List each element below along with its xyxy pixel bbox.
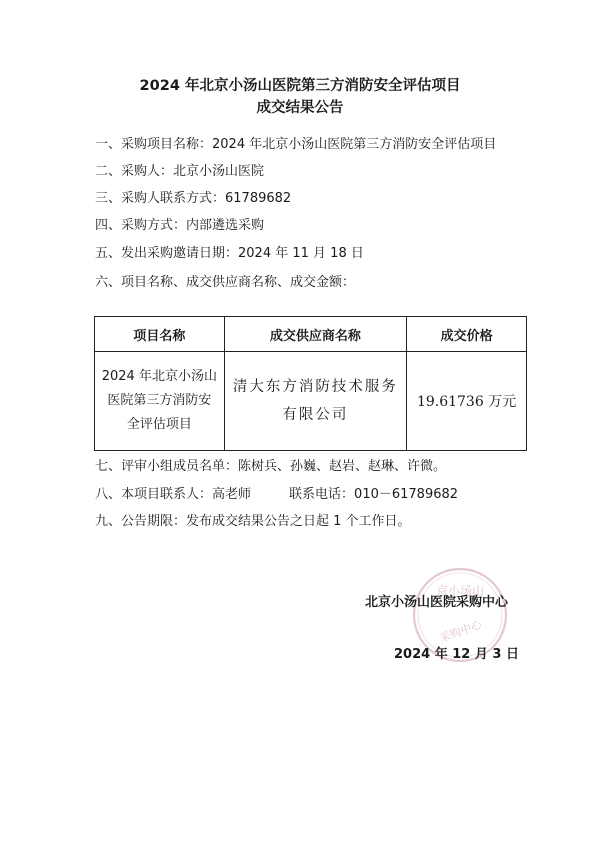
item-value: 内部遴选采购 bbox=[186, 218, 265, 233]
header-price: 成交价格 bbox=[407, 317, 527, 352]
item-value: 61789682 bbox=[225, 191, 292, 206]
item-value: 010－61789682 bbox=[354, 487, 459, 502]
supplier-line: 有限公司 bbox=[282, 407, 349, 423]
project-line: 医院第三方消防安 bbox=[107, 393, 212, 408]
item-label: 九、公告期限： bbox=[95, 514, 187, 529]
result-table bbox=[94, 316, 527, 451]
item-value: 陈树兵、孙巍、赵岩、赵琳、许微。 bbox=[238, 459, 447, 474]
item-label: 二、采购人： bbox=[95, 164, 174, 179]
cell-price: 19.61736 万元 bbox=[407, 352, 527, 451]
project-line: 2024 年北京小汤山 bbox=[101, 369, 217, 384]
supplier-line: 清大东方消防技术服务 bbox=[232, 379, 398, 395]
table-row bbox=[95, 352, 527, 451]
item-label: 七、评审小组成员名单： bbox=[95, 459, 239, 474]
item-project-name bbox=[95, 136, 496, 154]
item-value: 2024 年北京小汤山医院第三方消防安全评估项目 bbox=[212, 137, 497, 152]
document-title-line2: 成交结果公告 bbox=[256, 100, 344, 116]
item-label: 一、采购项目名称： bbox=[95, 137, 213, 152]
item-label: 五、发出采购邀请日期： bbox=[95, 246, 239, 261]
item-label: 四、采购方式： bbox=[95, 218, 187, 233]
signature-date: 2024 年 12 月 3 日 bbox=[394, 647, 519, 662]
item-value: 发布成交结果公告之日起 1 个工作日。 bbox=[186, 514, 411, 529]
cell-project-name bbox=[95, 352, 225, 451]
item-label: 六、项目名称、成交供应商名称、成交金额： bbox=[95, 275, 356, 290]
document-title-line1: 2024 年北京小汤山医院第三方消防安全评估项目 bbox=[139, 78, 461, 94]
table-header-row bbox=[95, 317, 527, 352]
item-value: 2024 年 11 月 18 日 bbox=[238, 246, 364, 261]
item-label: 三、采购人联系方式： bbox=[95, 191, 226, 206]
header-project-name: 项目名称 bbox=[95, 317, 225, 352]
item-label: 八、本项目联系人： bbox=[95, 487, 213, 502]
signature-organization: 北京小汤山医院采购中心 bbox=[365, 595, 509, 610]
header-supplier-name: 成交供应商名称 bbox=[224, 317, 406, 352]
item-review-members bbox=[95, 458, 446, 476]
item-purchase-method bbox=[95, 217, 264, 235]
stamp-text-bottom: 采购中心 bbox=[437, 617, 484, 646]
cell-supplier-name bbox=[224, 352, 406, 451]
item-purchaser bbox=[95, 163, 264, 181]
item-invitation-date bbox=[95, 245, 364, 263]
item-contact bbox=[95, 486, 458, 504]
item-value: 高老师 bbox=[212, 487, 252, 502]
item-label: 联系电话： bbox=[289, 487, 355, 502]
item-result-heading bbox=[95, 274, 355, 292]
item-purchaser-contact bbox=[95, 190, 291, 208]
item-announcement-period bbox=[95, 513, 411, 531]
stamp-text-top: 京小汤山 bbox=[435, 584, 485, 598]
item-value: 北京小汤山医院 bbox=[173, 164, 265, 179]
project-line: 全评估项目 bbox=[126, 417, 192, 432]
